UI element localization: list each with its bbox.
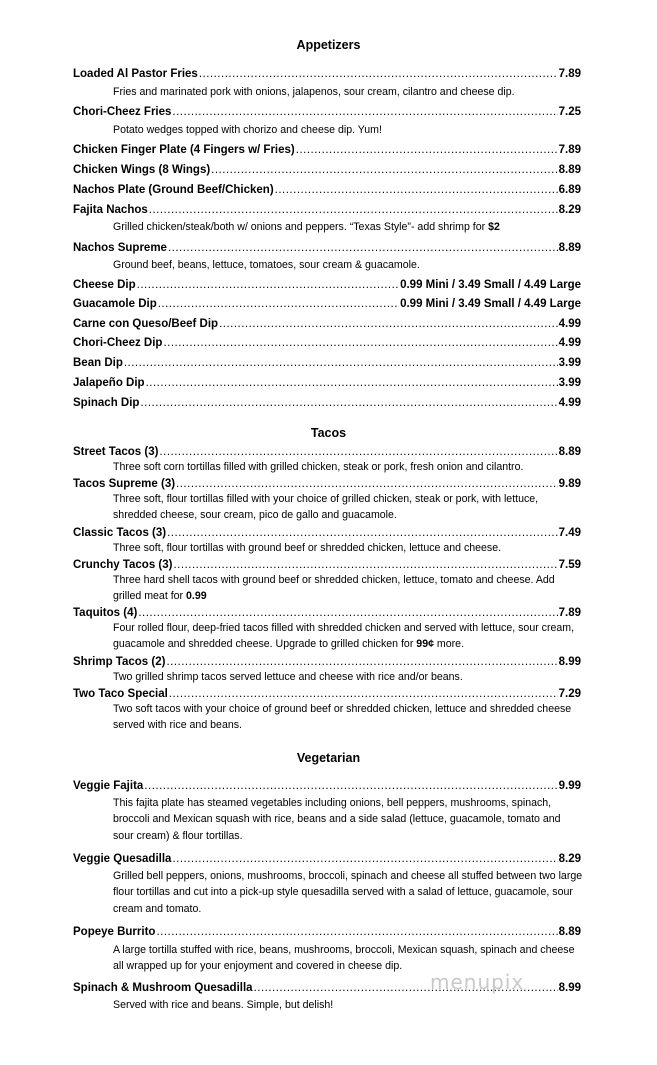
leader-dots xyxy=(199,68,558,80)
menu-item xyxy=(73,334,581,349)
leader-dots xyxy=(137,279,399,291)
item-name: Veggie Quesadilla xyxy=(73,853,172,865)
menu-item xyxy=(73,394,581,409)
item-name: Tacos Supreme (3) xyxy=(73,478,176,490)
item-name: Carne con Queso/Beef Dip xyxy=(73,318,219,330)
leader-dots xyxy=(138,607,557,619)
desc-text: Grilled chicken/steak/both w/ onions and peppers. “Texas Style”- add shrimp for xyxy=(113,221,489,233)
tacos-heading: Tacos xyxy=(310,426,347,440)
leader-dots xyxy=(219,318,558,330)
leader-dots xyxy=(146,377,558,389)
item-name: Spinach & Mushroom Quesadilla xyxy=(73,982,253,994)
menu-item xyxy=(73,354,581,369)
item-price: 8.99 xyxy=(558,982,581,994)
leader-dots xyxy=(144,780,557,792)
item-price: 0.99 Mini / 3.49 Small / 4.49 Large xyxy=(400,279,581,291)
leader-dots xyxy=(176,478,558,490)
item-name: Nachos Plate (Ground Beef/Chicken) xyxy=(73,184,274,196)
item-price: 8.89 xyxy=(558,242,581,254)
item-price: 3.99 xyxy=(558,377,581,389)
desc-text-after: more. xyxy=(433,638,465,651)
item-price: 7.89 xyxy=(558,607,581,619)
item-price: 4.99 xyxy=(558,337,581,349)
item-description: Served with rice and beans. Simple, but delish! xyxy=(113,999,334,1011)
item-name: Nachos Supreme xyxy=(73,242,167,254)
menu-item xyxy=(73,276,581,291)
menu-item xyxy=(73,685,581,700)
item-price: 3.99 xyxy=(558,357,581,369)
item-price: 8.89 xyxy=(558,446,581,458)
item-description xyxy=(113,620,583,653)
menu-item xyxy=(73,315,581,330)
leader-dots xyxy=(211,164,557,176)
menu-item xyxy=(73,653,581,668)
item-name: Two Taco Special xyxy=(73,688,168,700)
item-price: 7.59 xyxy=(558,559,581,571)
item-description: This fajita plate has steamed vegetables including onions, bell peppers, mushrooms, spinach, broccoli and Mexican squash with rice, beans and a side salad (lettuce, guacamole, tomato and sour cream) & flour tortillas. xyxy=(113,797,561,842)
item-name: Chicken Wings (8 Wings) xyxy=(73,164,211,176)
item-name: Guacamole Dip xyxy=(73,298,157,310)
menu-item xyxy=(73,777,581,792)
item-description: Grilled bell peppers, onions, mushrooms, broccoli, spinach and cheese all stuffed between two large flour tortillas and cut into a pick-up style quesadilla served with a salad of lettuce, guacamole, sour cream and tomato. xyxy=(113,870,583,915)
leader-dots xyxy=(140,397,557,409)
item-description: Potato wedges topped with chorizo and cheese dip. Yum! xyxy=(113,124,382,136)
desc-highlight: 0.99 xyxy=(186,590,207,603)
item-name: Street Tacos (3) xyxy=(73,446,159,458)
desc-text: Four rolled flour, deep-fried tacos filled with shredded chicken and served with lettuce, sour cream, guacamole and shredded cheese. Upgrade to grilled chicken for xyxy=(113,622,575,651)
desc-text: Three hard shell tacos with ground beef or shredded chicken, lettuce, tomato and cheese. Add grilled meat for xyxy=(113,574,555,603)
item-price: 7.49 xyxy=(558,527,581,539)
item-price: 4.99 xyxy=(558,318,581,330)
item-description: A large tortilla stuffed with rice, beans, mushrooms, broccoli, Mexican squash, spinach and cheese all wrapped up for your enjoyment and covered in cheese dip. xyxy=(113,944,575,973)
item-name: Chicken Finger Plate (4 Fingers w/ Fries) xyxy=(73,144,295,156)
item-price: 9.99 xyxy=(558,780,581,792)
menu-item xyxy=(73,103,581,118)
leader-dots xyxy=(296,144,558,156)
item-price: 8.29 xyxy=(558,204,581,216)
leader-dots xyxy=(172,853,557,865)
desc-highlight: 99¢ xyxy=(416,638,434,651)
item-name: Loaded Al Pastor Fries xyxy=(73,68,198,80)
item-description: Three soft, flour tortillas filled with your choice of grilled chicken, steak or pork, with lettuce, shredded cheese, sour cream, pico de gallo and guacamole. xyxy=(113,493,539,522)
item-price: 6.89 xyxy=(558,184,581,196)
leader-dots xyxy=(173,559,557,571)
item-price: 0.99 Mini / 3.49 Small / 4.49 Large xyxy=(400,298,581,310)
menu-item xyxy=(73,524,581,539)
item-price: 8.89 xyxy=(558,164,581,176)
menu-item xyxy=(73,443,581,458)
item-price: 7.25 xyxy=(558,106,581,118)
item-price: 8.89 xyxy=(558,926,581,938)
leader-dots xyxy=(163,337,557,349)
item-description: Fries and marinated pork with onions, jalapenos, sour cream, cilantro and cheese dip. xyxy=(113,86,515,98)
item-description: Two grilled shrimp tacos served lettuce and cheese with rice and/or beans. xyxy=(113,671,463,683)
desc-highlight: $2 xyxy=(488,221,500,233)
menu-item xyxy=(73,239,581,254)
watermark-logo: menupix xyxy=(430,970,525,994)
vegetarian-heading: Vegetarian xyxy=(296,751,361,765)
item-name: Popeye Burrito xyxy=(73,926,156,938)
menu-item xyxy=(73,65,581,80)
item-name: Fajita Nachos xyxy=(73,204,148,216)
menu-item xyxy=(73,475,581,490)
item-name: Taquitos (4) xyxy=(73,607,138,619)
leader-dots xyxy=(158,298,399,310)
item-description xyxy=(113,219,583,235)
item-name: Shrimp Tacos (2) xyxy=(73,656,166,668)
menu-item xyxy=(73,374,581,389)
leader-dots xyxy=(275,184,558,196)
item-description: Two soft tacos with your choice of ground beef or shredded chicken, lettuce and shredded cheese served with rice and beans. xyxy=(113,703,572,732)
appetizers-heading: Appetizers xyxy=(296,38,361,52)
leader-dots xyxy=(156,926,557,938)
leader-dots xyxy=(169,688,558,700)
item-price: 8.99 xyxy=(558,656,581,668)
item-price: 7.89 xyxy=(558,68,581,80)
item-description: Ground beef, beans, lettuce, tomatoes, sour cream & guacamole. xyxy=(113,259,420,271)
menu-item xyxy=(73,850,581,865)
menu-item xyxy=(73,604,581,619)
leader-dots xyxy=(167,527,558,539)
item-name: Chori-Cheez Dip xyxy=(73,337,163,349)
menu-item xyxy=(73,923,581,938)
item-name: Crunchy Tacos (3) xyxy=(73,559,173,571)
leader-dots xyxy=(124,357,558,369)
menu-item xyxy=(73,161,581,176)
menu-item xyxy=(73,181,581,196)
item-name: Veggie Fajita xyxy=(73,780,144,792)
item-name: Cheese Dip xyxy=(73,279,136,291)
menu-item xyxy=(73,295,581,310)
leader-dots xyxy=(172,106,557,118)
menu-item xyxy=(73,201,581,216)
leader-dots xyxy=(166,656,557,668)
item-price: 7.29 xyxy=(558,688,581,700)
menu-item xyxy=(73,141,581,156)
item-name: Jalapeño Dip xyxy=(73,377,145,389)
item-name: Spinach Dip xyxy=(73,397,140,409)
item-price: 8.29 xyxy=(558,853,581,865)
item-name: Bean Dip xyxy=(73,357,123,369)
item-price: 9.89 xyxy=(558,478,581,490)
menu-item xyxy=(73,556,581,571)
leader-dots xyxy=(149,204,558,216)
leader-dots xyxy=(168,242,558,254)
item-price: 7.89 xyxy=(558,144,581,156)
item-name: Classic Tacos (3) xyxy=(73,527,167,539)
item-description xyxy=(113,572,583,605)
item-description: Three soft, flour tortillas with ground beef or shredded chicken, lettuce and cheese. xyxy=(113,542,502,554)
item-name: Chori-Cheez Fries xyxy=(73,106,172,118)
leader-dots xyxy=(159,446,557,458)
item-description: Three soft corn tortillas filled with grilled chicken, steak or pork, fresh onion and cilantro. xyxy=(113,461,524,473)
item-price: 4.99 xyxy=(558,397,581,409)
